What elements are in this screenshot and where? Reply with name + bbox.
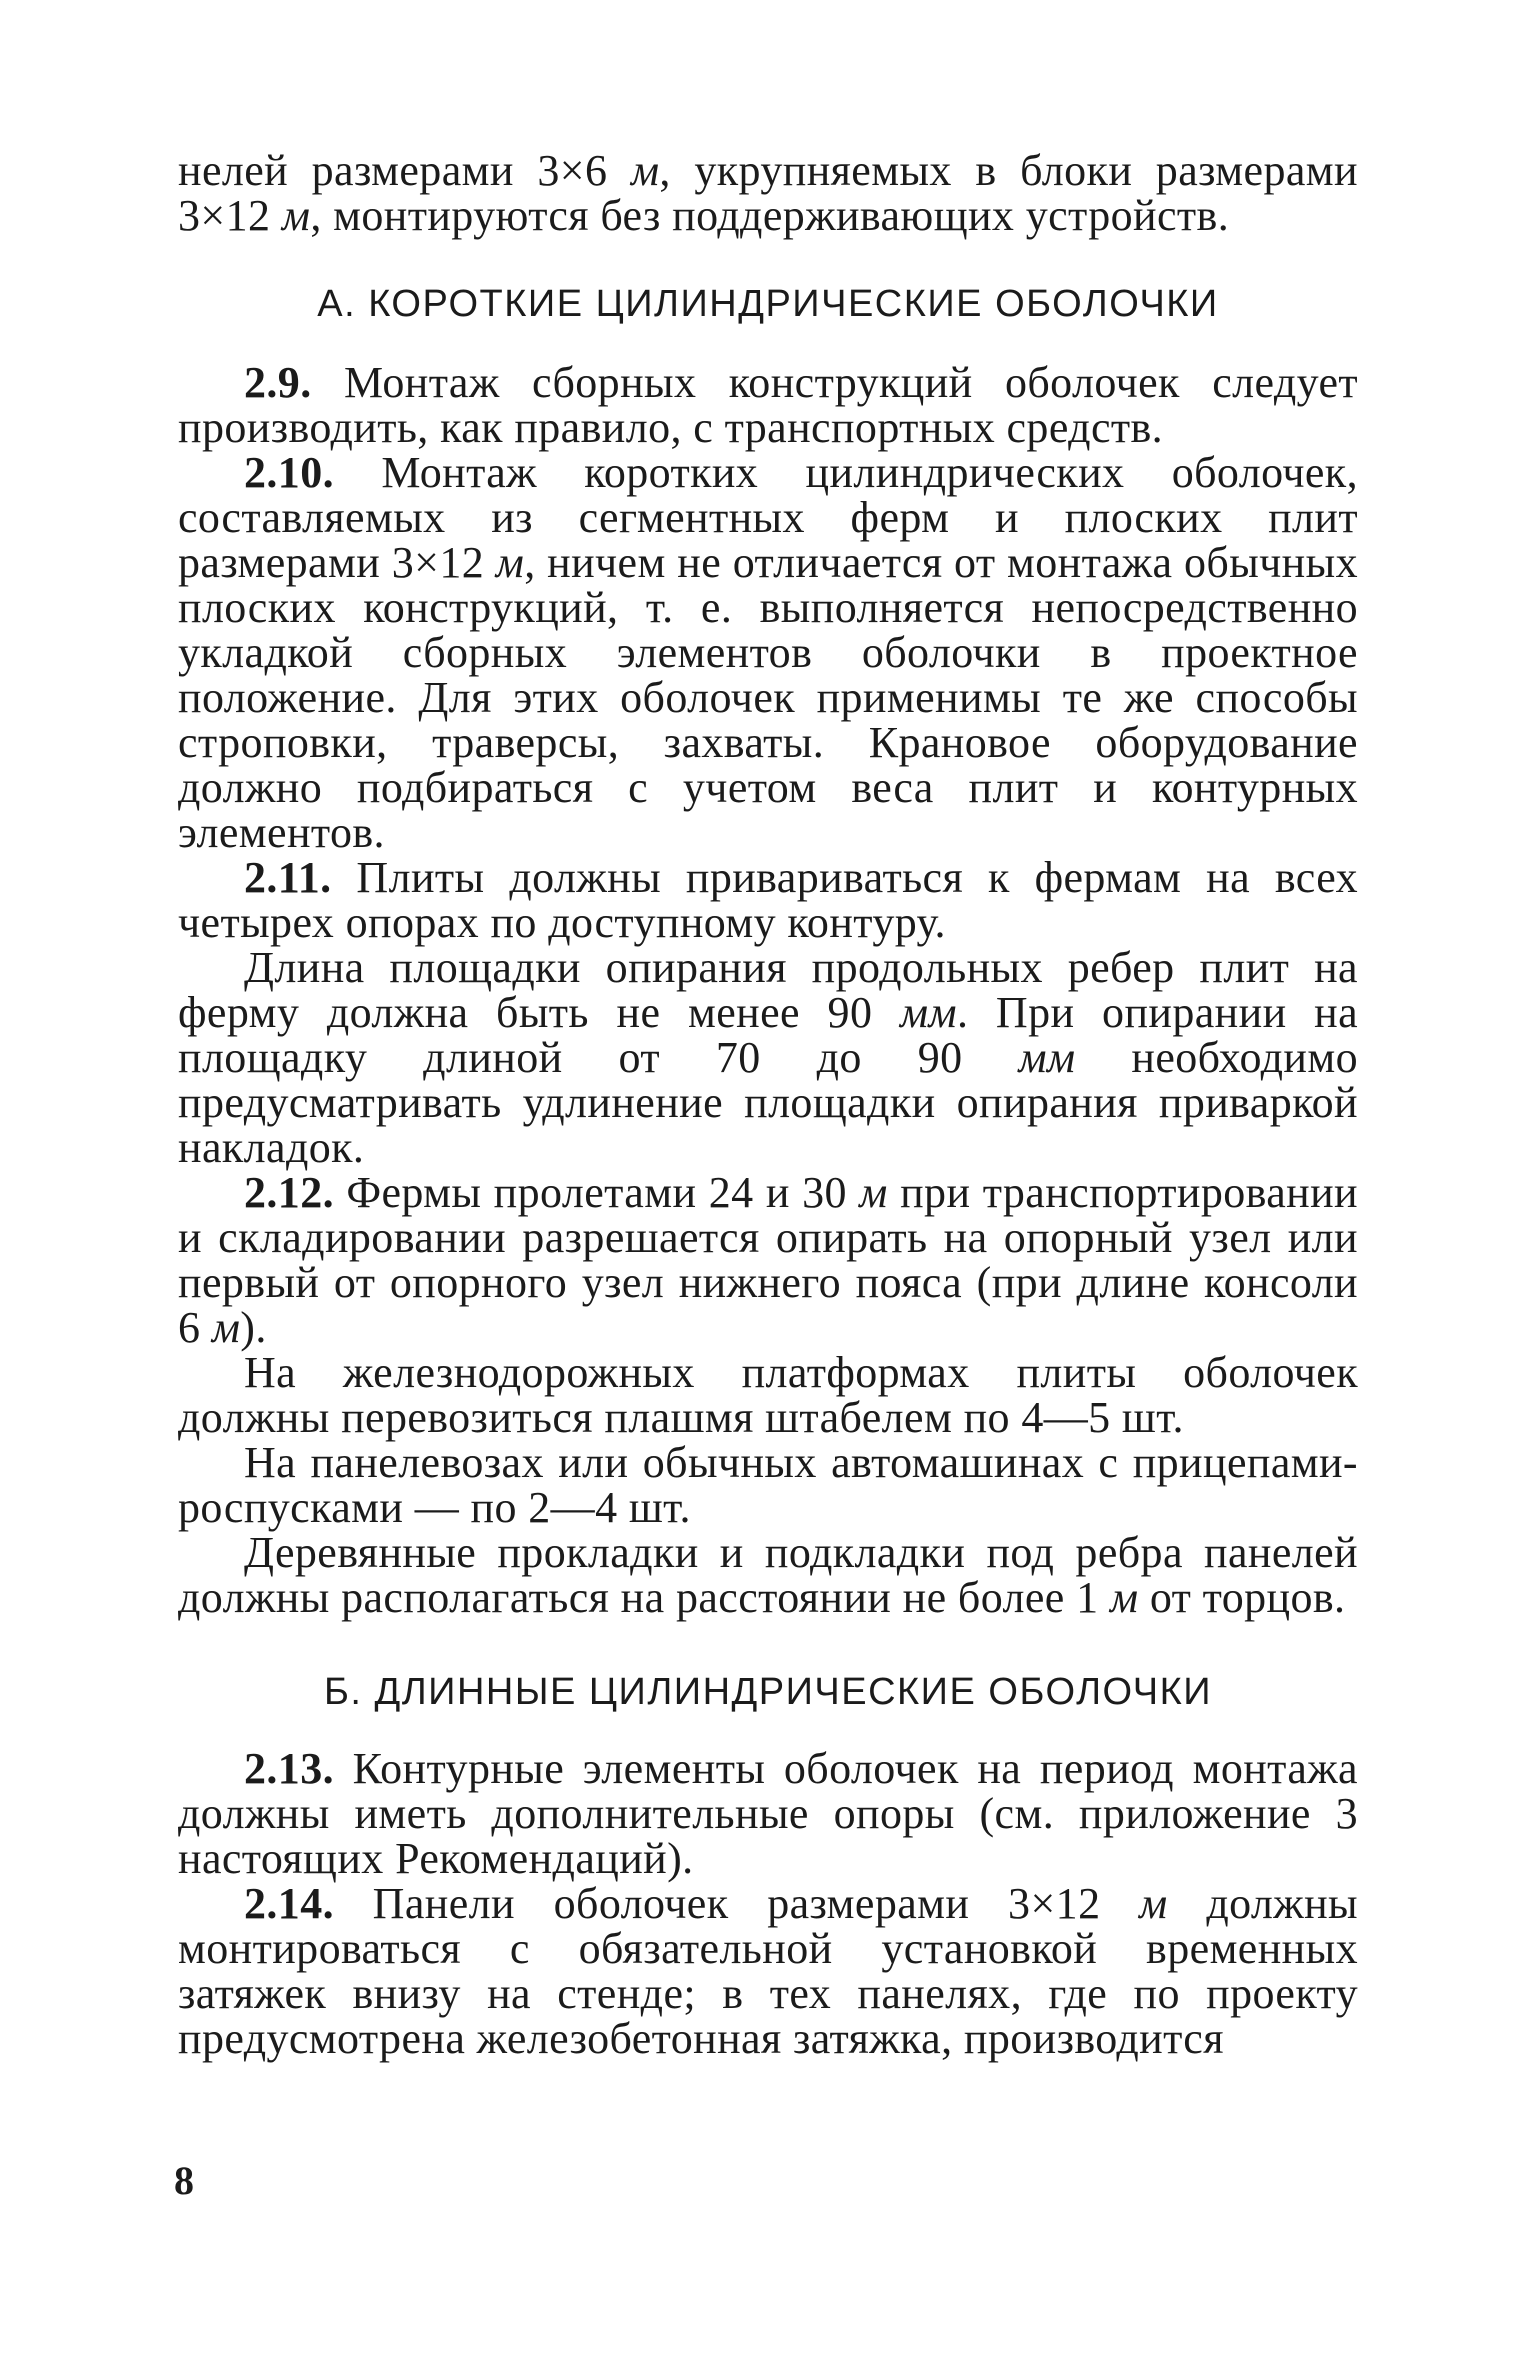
unit-label: мм (1018, 1033, 1076, 1082)
text-run: Панели оболочек размерами 3×12 (334, 1879, 1140, 1928)
paragraph-2-14 (178, 1881, 1358, 2061)
paragraph-number: 2.12. (244, 1168, 334, 1217)
text-run: при транспортировании и складировании разрешается опирать на опорный узел или первый от опорного узел нижнего пояса (при длине консоли 6 (178, 1168, 1359, 1352)
paragraph-number: 2.14. (244, 1879, 334, 1928)
paragraph-truck-transport: На панелевозах или обычных автомашинах с прицепами-роспусками — по 2—4 шт. (178, 1438, 1358, 1532)
text-run: , монтируются без поддерживающих устройств. (310, 191, 1230, 240)
unit-label: м (281, 191, 311, 240)
text-run: Контурные элементы оболочек на период монтажа должны иметь дополнительные опоры (см. приложение 3 настоящих Рекомендаций). (178, 1744, 1358, 1883)
text-run: нелей размерами 3×6 (178, 146, 631, 195)
paragraph-2-12 (178, 1170, 1358, 1350)
text-run: Монтаж сборных конструкций оболочек следует производить, как правило, с транспортных средств. (178, 358, 1358, 452)
paragraph-2-13 (178, 1746, 1358, 1881)
section-b-heading: Б. ДЛИННЫЕ ЦИЛИНДРИЧЕСКИЕ ОБОЛОЧКИ (323, 1671, 1213, 1713)
paragraph-number: 2.9. (244, 358, 312, 407)
unit-label: м (630, 146, 660, 195)
text-run: от торцов. (1138, 1573, 1346, 1622)
text-run: Деревянные прокладки и подкладки под ребра панелей должны располагаться на расстоянии не более 1 (178, 1528, 1358, 1622)
unit-label: мм (899, 988, 957, 1037)
paragraph-number: 2.10. (244, 448, 334, 497)
top-fragment-paragraph (178, 148, 1358, 238)
text-run: Фермы пролетами 24 и 30 (334, 1168, 860, 1217)
paragraph-2-9 (178, 360, 1358, 450)
unit-label: м (211, 1303, 241, 1352)
paragraph-wooden-pads (178, 1530, 1358, 1620)
paragraph-number: 2.11. (244, 853, 332, 902)
text-run: . При опирании на площадку длиной от 70 до 90 (178, 988, 1358, 1082)
paragraph-support-length (178, 945, 1358, 1170)
section-a-heading: А. КОРОТКИЕ ЦИЛИНДРИЧЕСКИЕ ОБОЛОЧКИ (317, 283, 1219, 325)
text-run: , укрупняемых в блоки размерами 3×12 (178, 146, 1358, 240)
paragraph-number: 2.13. (244, 1744, 334, 1793)
unit-label: м (859, 1168, 888, 1217)
unit-label: м (495, 538, 525, 587)
text-run: Длина площадки опирания продольных ребер плит на ферму должна быть не менее 90 (178, 943, 1358, 1037)
text-run: необходимо предусматривать удлинение площадки опирания приваркой накладок. (178, 1033, 1358, 1172)
text-run: должны монтироваться с обязательной установкой временных затяжек внизу на стенде; в тех панелях, где по проекту предусмотрена железобетонная затяжка, производится (178, 1879, 1358, 2063)
text-run: Монтаж коротких цилиндрических оболочек, составляемых из сегментных ферм и плоских плит размерами 3×12 (178, 448, 1358, 587)
text-run: ). (240, 1303, 267, 1352)
text-run: , ничем не отличается от монтажа обычных плоских конструкций, т. е. выполняется непосредственно укладкой сборных элементов оболочки в проектное положение. Для этих оболочек применимы те же способы строповки, траверсы, захваты. Крановое оборудование должно подбираться с учетом веса плит и контурных элементов. (178, 538, 1358, 857)
paragraph-2-10 (178, 450, 1358, 855)
page-number: 8 (174, 2158, 194, 2203)
text-run: Плиты должны привариваться к фермам на всех четырех опорах по доступному контуру. (178, 853, 1358, 947)
unit-label: м (1109, 1573, 1139, 1622)
paragraph-2-11 (178, 855, 1358, 945)
paragraph-rail-transport: На железнодорожных платформах плиты оболочек должны перевозиться плашмя штабелем по 4—5 шт. (178, 1348, 1358, 1442)
unit-label: м (1139, 1879, 1168, 1928)
document-page (178, 148, 1358, 2061)
